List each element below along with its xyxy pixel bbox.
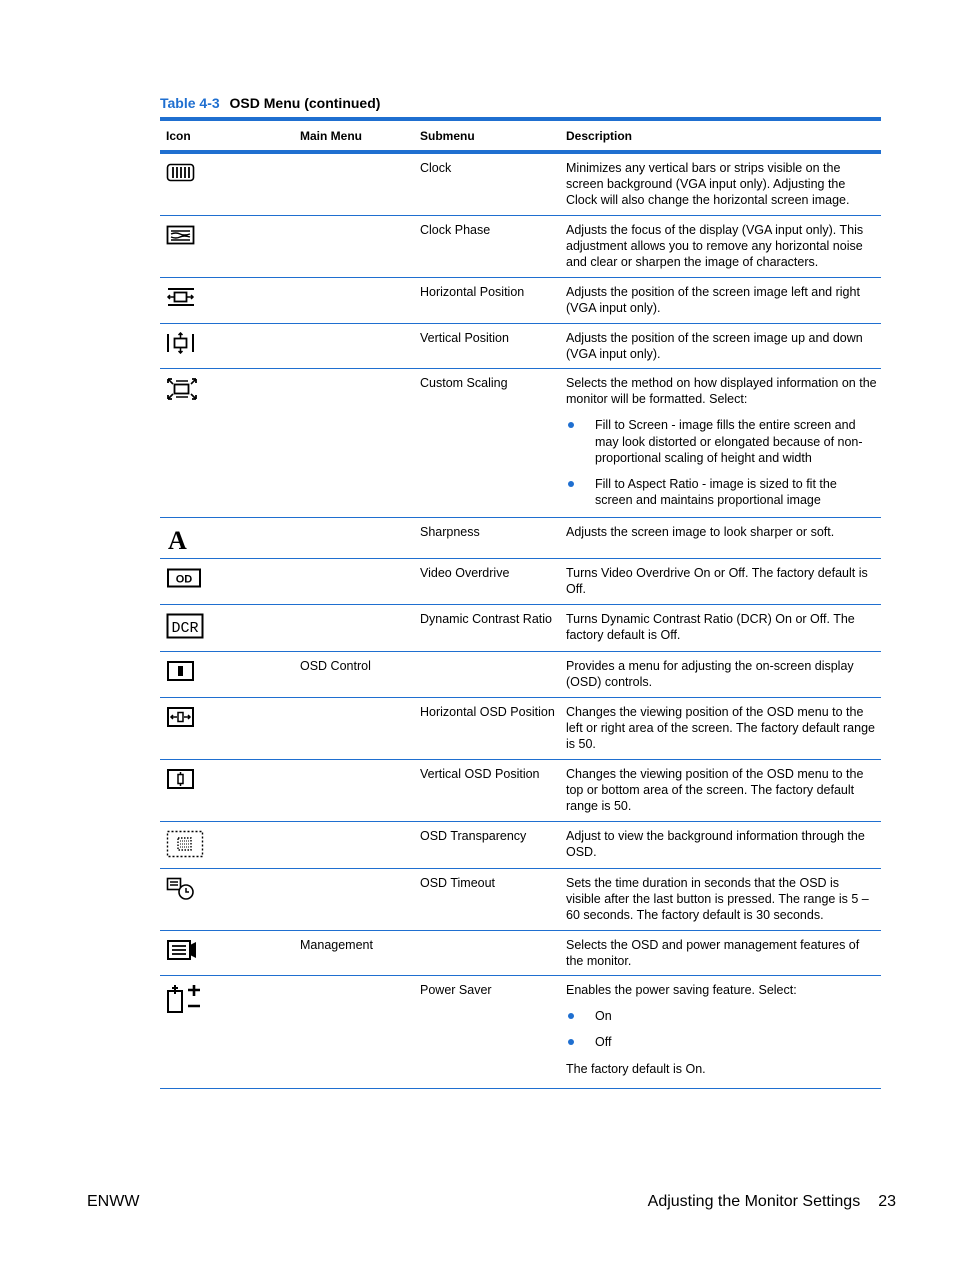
bullet-list bbox=[566, 417, 877, 508]
horizontal-osd-position-icon bbox=[160, 704, 300, 759]
main-menu-cell bbox=[300, 524, 420, 558]
submenu-cell: OSD Timeout bbox=[420, 876, 496, 890]
svg-text:DCR: DCR bbox=[171, 620, 199, 637]
submenu-cell: Sharpness bbox=[420, 525, 480, 539]
table-row bbox=[160, 605, 881, 652]
osd-transparency-icon bbox=[160, 828, 300, 868]
dynamic-contrast-icon bbox=[160, 611, 300, 651]
header-submenu: Submenu bbox=[420, 128, 475, 143]
submenu-cell: Vertical OSD Position bbox=[420, 767, 540, 781]
submenu-cell bbox=[420, 658, 566, 697]
description-cell bbox=[566, 658, 881, 697]
submenu-cell bbox=[420, 937, 566, 975]
description-text: Adjusts the screen image to look sharper or soft. bbox=[566, 525, 835, 539]
main-menu-cell bbox=[300, 828, 420, 868]
main-menu-cell: Management bbox=[300, 938, 373, 952]
table-header bbox=[160, 121, 881, 154]
horizontal-position-icon bbox=[160, 284, 300, 323]
submenu-cell: Horizontal Position bbox=[420, 285, 525, 299]
description-cell bbox=[566, 611, 881, 651]
description-cell bbox=[566, 222, 881, 277]
table-row bbox=[160, 760, 881, 822]
description-cell bbox=[566, 766, 881, 821]
table-row bbox=[160, 369, 881, 518]
submenu-cell: Vertical Position bbox=[420, 331, 509, 345]
table-row bbox=[160, 869, 881, 931]
header-main-menu: Main Menu bbox=[300, 128, 362, 143]
table-row bbox=[160, 931, 881, 976]
description-cell bbox=[566, 704, 881, 759]
description-text: Turns Dynamic Contrast Ratio (DCR) On or Off. The factory default is Off. bbox=[566, 612, 855, 643]
description-text: Provides a menu for adjusting the on-screen display (OSD) controls. bbox=[566, 659, 854, 690]
description-text: Adjusts the focus of the display (VGA input only). This adjustment allows you to remove any horizontal noise and clear or sharpen the image of characters. bbox=[566, 223, 864, 270]
description-text: Changes the viewing position of the OSD menu to the left or right area of the screen. The factory default range is 50. bbox=[566, 705, 875, 752]
footer-right bbox=[648, 1193, 896, 1211]
submenu-cell: Clock bbox=[420, 161, 452, 175]
osd-control-icon bbox=[160, 658, 300, 697]
bullet-item: Fill to Screen - image fills the entire screen and may look distorted or elongated because of non-proportional scaling of height and width bbox=[566, 417, 877, 466]
bullet-item: Fill to Aspect Ratio - image is sized to fit the screen and maintains proportional image bbox=[566, 476, 877, 508]
management-icon bbox=[160, 937, 300, 975]
description-cell bbox=[566, 160, 881, 215]
table-row bbox=[160, 154, 881, 216]
svg-text:OD: OD bbox=[175, 573, 193, 586]
vertical-position-icon bbox=[160, 330, 300, 368]
header-description: Description bbox=[566, 128, 633, 143]
submenu-cell: Power Saver bbox=[420, 983, 492, 997]
description-cell bbox=[566, 982, 881, 1088]
submenu-cell: Clock Phase bbox=[420, 223, 491, 237]
description-cell bbox=[566, 284, 881, 323]
table-row bbox=[160, 518, 881, 559]
bullet-item: On bbox=[566, 1008, 877, 1024]
description-cell bbox=[566, 937, 881, 975]
main-menu-cell bbox=[300, 704, 420, 759]
table-row bbox=[160, 976, 881, 1089]
table-body bbox=[160, 154, 881, 1089]
osd-menu-table bbox=[160, 117, 881, 1089]
power-saver-icon bbox=[160, 982, 300, 1088]
main-menu-cell bbox=[300, 330, 420, 368]
main-menu-cell bbox=[300, 160, 420, 215]
page-number: 23 bbox=[878, 1193, 896, 1210]
main-menu-cell bbox=[300, 611, 420, 651]
description-cell bbox=[566, 565, 881, 604]
clock-icon bbox=[160, 160, 300, 215]
description-text: Enables the power saving feature. Select: bbox=[566, 983, 797, 997]
description-text: Turns Video Overdrive On or Off. The factory default is Off. bbox=[566, 566, 868, 597]
description-text: Adjust to view the background information through the OSD. bbox=[566, 829, 865, 860]
main-menu-cell bbox=[300, 375, 420, 517]
description-cell bbox=[566, 375, 881, 517]
header-icon: Icon bbox=[166, 128, 191, 143]
clock-phase-icon bbox=[160, 222, 300, 277]
table-row bbox=[160, 324, 881, 369]
table-row bbox=[160, 822, 881, 869]
footer-section-title: Adjusting the Monitor Settings bbox=[647, 1193, 861, 1210]
submenu-cell: OSD Transparency bbox=[420, 829, 527, 843]
footer-left: ENWW bbox=[87, 1193, 140, 1210]
osd-timeout-icon bbox=[160, 875, 300, 930]
submenu-cell: Custom Scaling bbox=[420, 376, 508, 390]
sharpness-icon bbox=[160, 524, 300, 558]
description-text: Selects the method on how displayed information on the monitor will be formatted. Select: bbox=[566, 376, 877, 407]
main-menu-cell bbox=[300, 766, 420, 821]
table-row bbox=[160, 698, 881, 760]
table-row bbox=[160, 559, 881, 605]
description-text: Selects the OSD and power management features of the monitor. bbox=[566, 938, 860, 969]
description-cell bbox=[566, 330, 881, 368]
table-caption bbox=[160, 95, 380, 111]
vertical-osd-position-icon bbox=[160, 766, 300, 821]
table-row bbox=[160, 216, 881, 278]
custom-scaling-icon bbox=[160, 375, 300, 517]
description-text: Adjusts the position of the screen image up and down (VGA input only). bbox=[566, 331, 863, 362]
main-menu-cell bbox=[300, 982, 420, 1088]
description-cell bbox=[566, 875, 881, 930]
video-overdrive-icon bbox=[160, 565, 300, 604]
main-menu-cell: OSD Control bbox=[300, 659, 371, 673]
svg-text:A: A bbox=[168, 526, 187, 552]
table-title: OSD Menu (continued) bbox=[229, 95, 381, 111]
table-number: Table 4-3 bbox=[160, 95, 220, 111]
submenu-cell: Horizontal OSD Position bbox=[420, 705, 555, 719]
main-menu-cell bbox=[300, 284, 420, 323]
bullet-item: Off bbox=[566, 1034, 877, 1050]
table-row bbox=[160, 278, 881, 324]
description-cell bbox=[566, 828, 881, 868]
table-row bbox=[160, 652, 881, 698]
main-menu-cell bbox=[300, 875, 420, 930]
main-menu-cell bbox=[300, 222, 420, 277]
description-text: Adjusts the position of the screen image left and right (VGA input only). bbox=[566, 285, 860, 316]
description-text: Changes the viewing position of the OSD menu to the top or bottom area of the screen. The factory default range is 50. bbox=[566, 767, 864, 814]
submenu-cell: Video Overdrive bbox=[420, 566, 510, 580]
description-text: Minimizes any vertical bars or strips visible on the screen background (VGA input only). Adjusting the Clock will also change the horizontal screen image. bbox=[566, 161, 850, 208]
description-note: The factory default is On. bbox=[566, 1061, 706, 1076]
description-text: Sets the time duration in seconds that the OSD is visible after the last button is pressed. The range is 5 – 60 seconds. The factory default is 30 seconds. bbox=[566, 876, 869, 923]
description-cell bbox=[566, 524, 881, 558]
bullet-list bbox=[566, 1008, 877, 1050]
submenu-cell: Dynamic Contrast Ratio bbox=[420, 612, 552, 626]
main-menu-cell bbox=[300, 565, 420, 604]
